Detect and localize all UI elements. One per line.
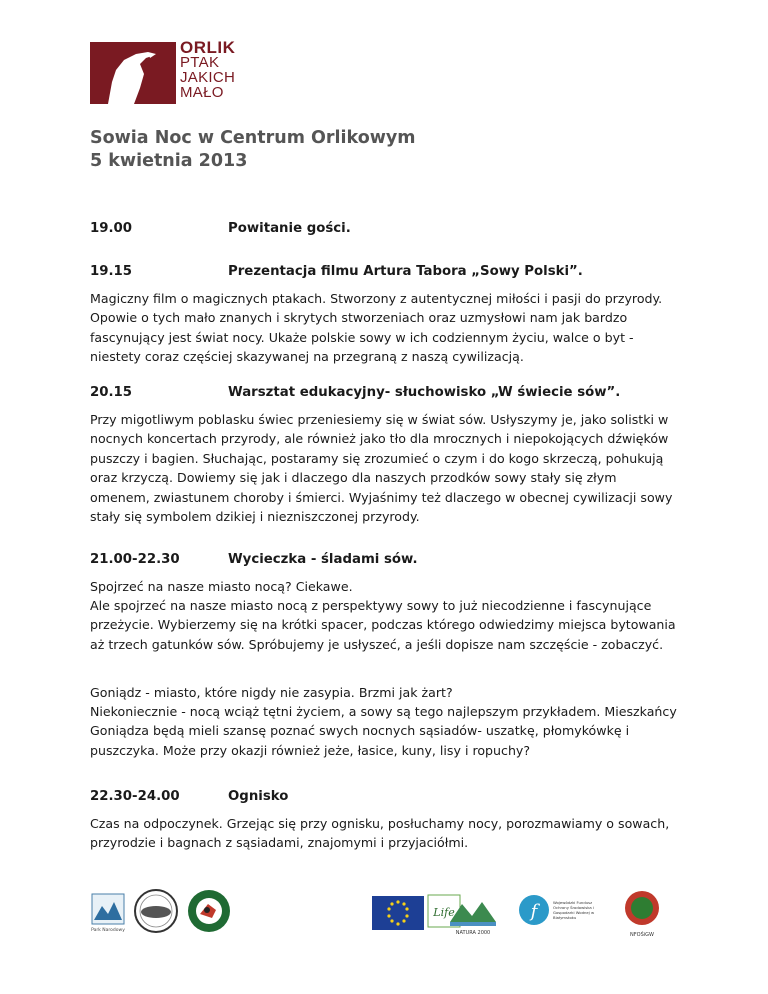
schedule-label: Powitanie gości. (228, 221, 351, 236)
logo-wordmark (180, 40, 235, 100)
natura-2000-logo-icon (446, 892, 500, 936)
logo-line-2: PTAK (180, 54, 220, 71)
schedule-label: Ognisko (228, 789, 289, 804)
owl-society-logo-icon (133, 888, 179, 934)
schedule-time: 21.00-22.30 (90, 552, 180, 567)
eu-flag-logo-icon (372, 896, 424, 930)
orlik-logo (90, 40, 265, 106)
natura-caption: NATURA 2000 (455, 930, 491, 936)
eagle-logo-box (90, 42, 176, 104)
title-line-1: Sowia Noc w Centrum Orlikowym (90, 128, 416, 148)
schedule-time: 19.15 (90, 264, 133, 279)
logo-line-1: ORLIK (180, 38, 236, 57)
partner-logos (90, 888, 680, 938)
schedule-label: Wycieczka - śladami sów. (228, 552, 418, 567)
page-title (90, 127, 416, 173)
schedule-description: Magiczny film o magicznych ptakach. Stworzony z autentycznej miłości i pasji do przyrody. Opowie o tych mało znanych i skrytych stworzeniach oraz uzmysłowi nam jak bardzo fascynujący jest świat nocy. Ukaże polskie sowy w ich codziennym życiu, walce o byt - niestety coraz częściej skazywanej na przegraną z naszą cywilizacją. (90, 291, 663, 365)
schedule-time: 22.30-24.00 (90, 789, 180, 804)
svg-text:f: f (530, 901, 538, 922)
logo-line-3: JAKICH (180, 69, 236, 86)
schedule-description: Spojrzeć na nasze miasto nocą? Ciekawe. (90, 579, 353, 594)
logo-line-4: MAŁO (180, 84, 224, 101)
schedule-description: Goniądz - miasto, które nigdy nie zasypia. Brzmi jak żart? (90, 685, 453, 700)
nfosigw-caption: NFOŚiGW (630, 932, 654, 938)
schedule-description: Czas na odpoczynek. Grzejąc się przy ognisku, posłuchamy nocy, porozmawiamy o sowach, przyrodzie i bagnach z sąsiadami, znajomymi i przyjaciółmi. (90, 816, 670, 851)
schedule-label: Prezentacja filmu Artura Tabora „Sowy Polski”. (228, 264, 583, 279)
wfosigw-caption: Wojewódzki Fundusz Ochrony Środowiska i Gospodarki Wodnej w Białymstoku (553, 900, 595, 920)
schedule-time: 19.00 (90, 221, 133, 236)
wfosigw-logo-icon (518, 890, 550, 930)
park-caption: Park Narodowy (91, 928, 125, 932)
schedule-description: Ale spojrzeć na nasze miasto nocą z perspektywy sowy to już niecodzienne i fascynujące przeżycie. Wybierzemy się na krótki spacer, podczas którego odwiedzimy miejsca bytowania aż trzech gatunków sów. Spróbujemy je usłyszeć, a jeśli dopisze nam szczęście - zobaczyć. (90, 598, 676, 652)
title-line-2: 5 kwietnia 2013 (90, 151, 248, 171)
nfosigw-logo-icon (620, 888, 664, 938)
park-narodowy-logo-icon (90, 892, 126, 932)
eagle-icon (90, 42, 176, 104)
schedule-description: Przy migotliwym poblasku świec przeniesiemy się w świat sów. Usłyszymy je, jako solistki w nocnych koncertach przyrody, ale również jako tło dla mrocznych i niepokojących dźwięków puszczy i bagien. Słuchając, postaramy się zrozumieć o czym i do kogo skrzeczą, pohukują oraz krzyczą. Dowiemy się jak i dlaczego dla naszych przodków sowy stały się złym omenem, zwiastunem choroby i śmierci. Wyjaśnimy też dlaczego w obecnej cywilizacji sowy stały się symbolem dzikiej i niezniszczonej przyrody. (90, 412, 673, 525)
bird-society-logo-icon (186, 888, 232, 934)
schedule-description: Niekoniecznie - nocą wciąż tętni życiem, a sowy są tego najlepszym przykładem. Mieszkańcy Goniądza będą mieli szansę poznać swych nocnych sąsiadów- uszatkę, płomykówkę i puszczyka. Może przy okazji również jeże, łasice, kuny, lisy i ropuchy? (90, 704, 677, 758)
schedule-label: Warsztat edukacyjny- słuchowisko „W świecie sów”. (228, 385, 621, 400)
svg-text:Life: Life (433, 906, 455, 919)
schedule-time: 20.15 (90, 385, 133, 400)
